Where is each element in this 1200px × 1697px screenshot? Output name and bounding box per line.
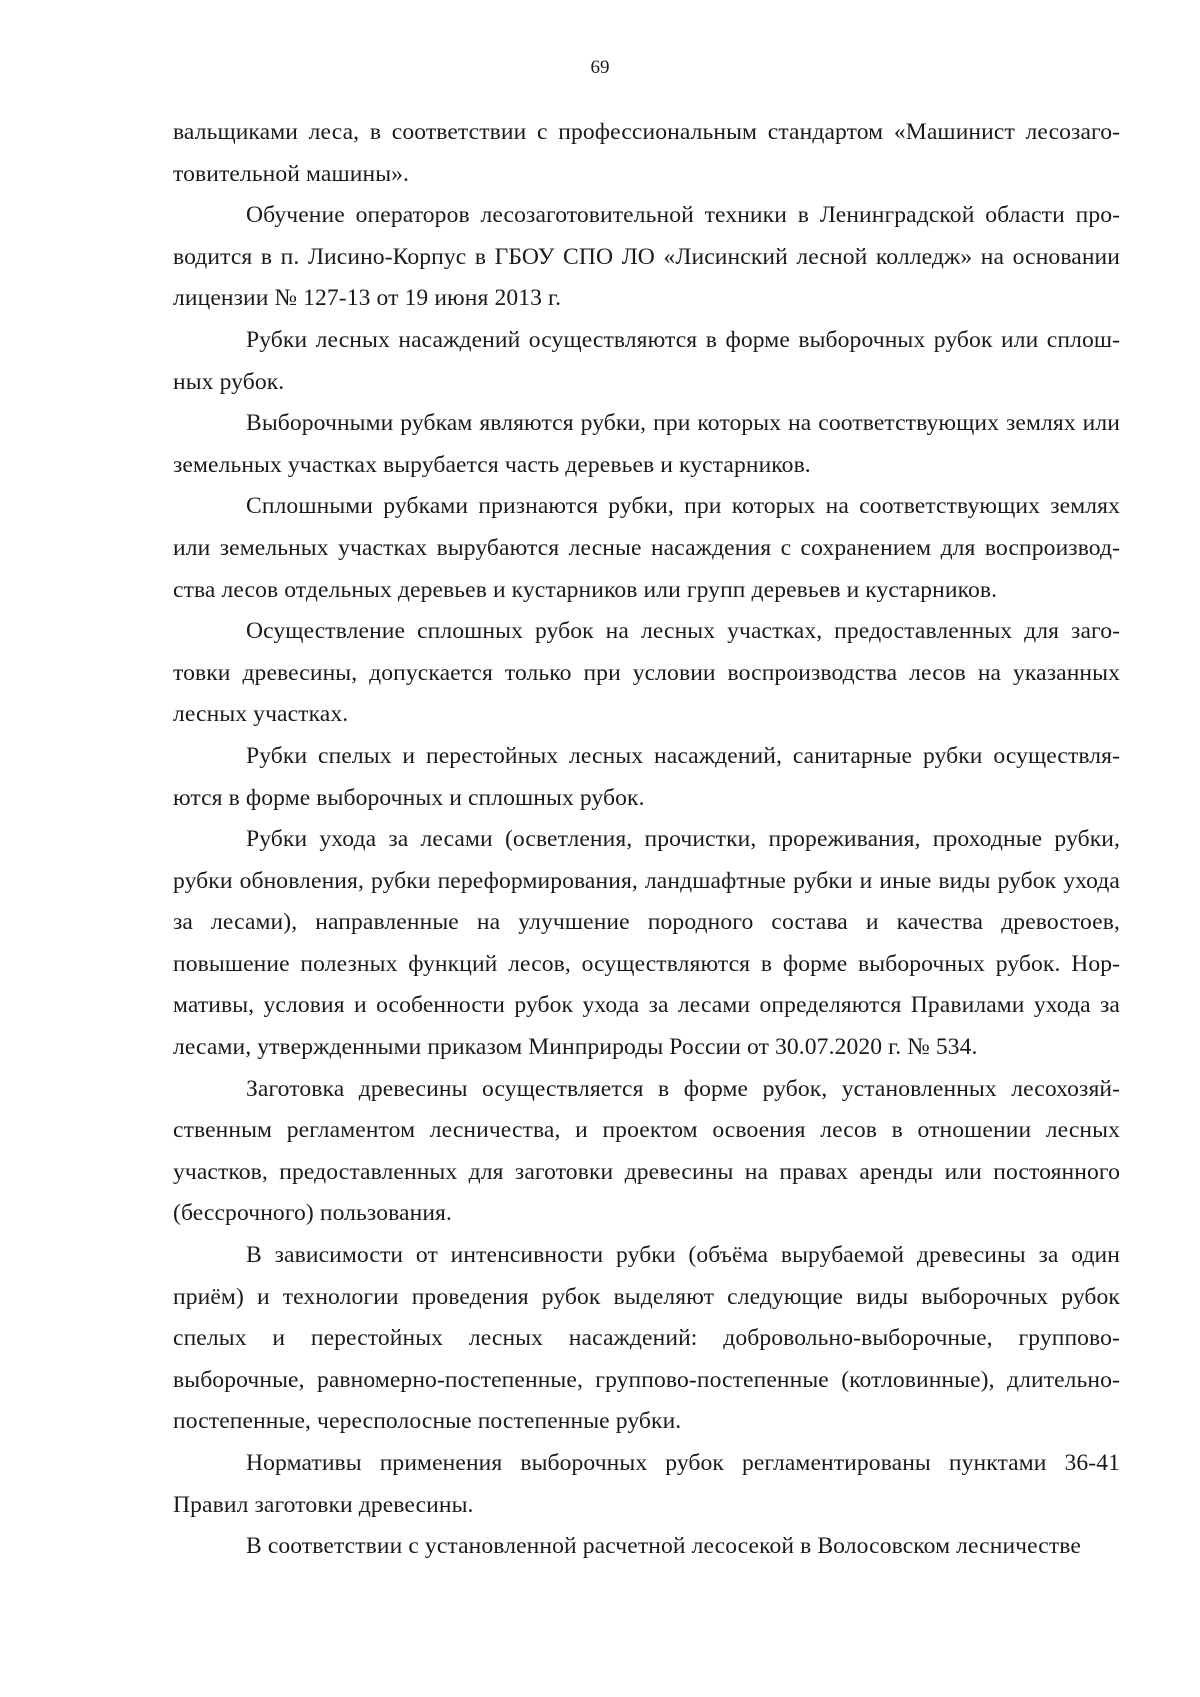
paragraph: Обучение операторов лесозаготовительной техники в Ленинградской области проводится в п. Лисино-Корпус в ГБОУ СПО ЛО «Лисинский лесной колледж» на основании лицензии № 127-13 от 19 июня 2013 г. xyxy=(173,202,1120,312)
paragraph: Рубки лесных насаждений осуществляются в форме выборочных рубок или сплошных рубок. xyxy=(173,326,1120,395)
paragraph: Выборочными рубкам являются рубки, при которых на соответствующих землях или земельных участках вырубается часть деревьев и кустарников. xyxy=(173,410,1120,478)
paragraph: Рубки спелых и перестойных лесных насаждений, санитарные рубки осуществляются в форме выборочных и сплошных рубок. xyxy=(173,742,1120,811)
paragraph: вальщиками леса, в соответствии с профессиональным стандартом «Машинист лесозаготовительной машины». xyxy=(173,119,1120,187)
paragraph: В соответствии с установленной расчетной лесосекой в Волосовском лесничестве xyxy=(246,1533,1081,1560)
paragraph: Рубки ухода за лесами (осветления, прочистки, прореживания, проходные рубки, рубки обновления, рубки переформирования, ландшафтные рубки и иные виды рубок ухода за лесами), направленные на улучшение породного состава и качества древостоев, повышение полезных функций лесов, осуществляются в форме выборочных рубок. Нормативы, условия и особенности рубок ухода за лесами определяются Правилами ухода за лесами, утвержденными приказом Минприроды России от 30.07.2020 г. № 534. xyxy=(173,826,1120,1061)
paragraph: Заготовка древесины осуществляется в форме рубок, установленных лесохозяйственным регламентом лесничества, и проектом освоения лесов в отношении лесных участков, предоставленных для заготовки древесины на правах аренды или постоянного (бессрочного) пользования. xyxy=(173,1075,1120,1227)
paragraph: Нормативы применения выборочных рубок регламентированы пунктами 36-41 Правил заготовки древесины. xyxy=(173,1450,1120,1518)
page-number: 69 xyxy=(590,57,610,78)
paragraph: Сплошными рубками признаются рубки, при которых на соответствующих землях или земельных участках вырубаются лесные насаждения с сохранением для воспроизводства лесов отдельных деревьев и кустарников или групп деревьев и кустарников. xyxy=(173,493,1120,603)
paragraph: Осуществление сплошных рубок на лесных участках, предоставленных для заготовки древесины, допускается только при условии воспроизводства лесов на указанных лесных участках. xyxy=(173,618,1120,728)
document-body xyxy=(173,112,1120,1568)
paragraph: В зависимости от интенсивности рубки (объёма вырубаемой древесины за один приём) и технологии проведения рубок выделяют следующие виды выборочных рубок спелых и перестойных лесных насаждений: добровольно-выборочные, группово-выборочные, равномерно-постепенные, группово-постепенные (котловинные), длительно-постепенные, чересполосные постепенные рубки. xyxy=(173,1242,1120,1435)
